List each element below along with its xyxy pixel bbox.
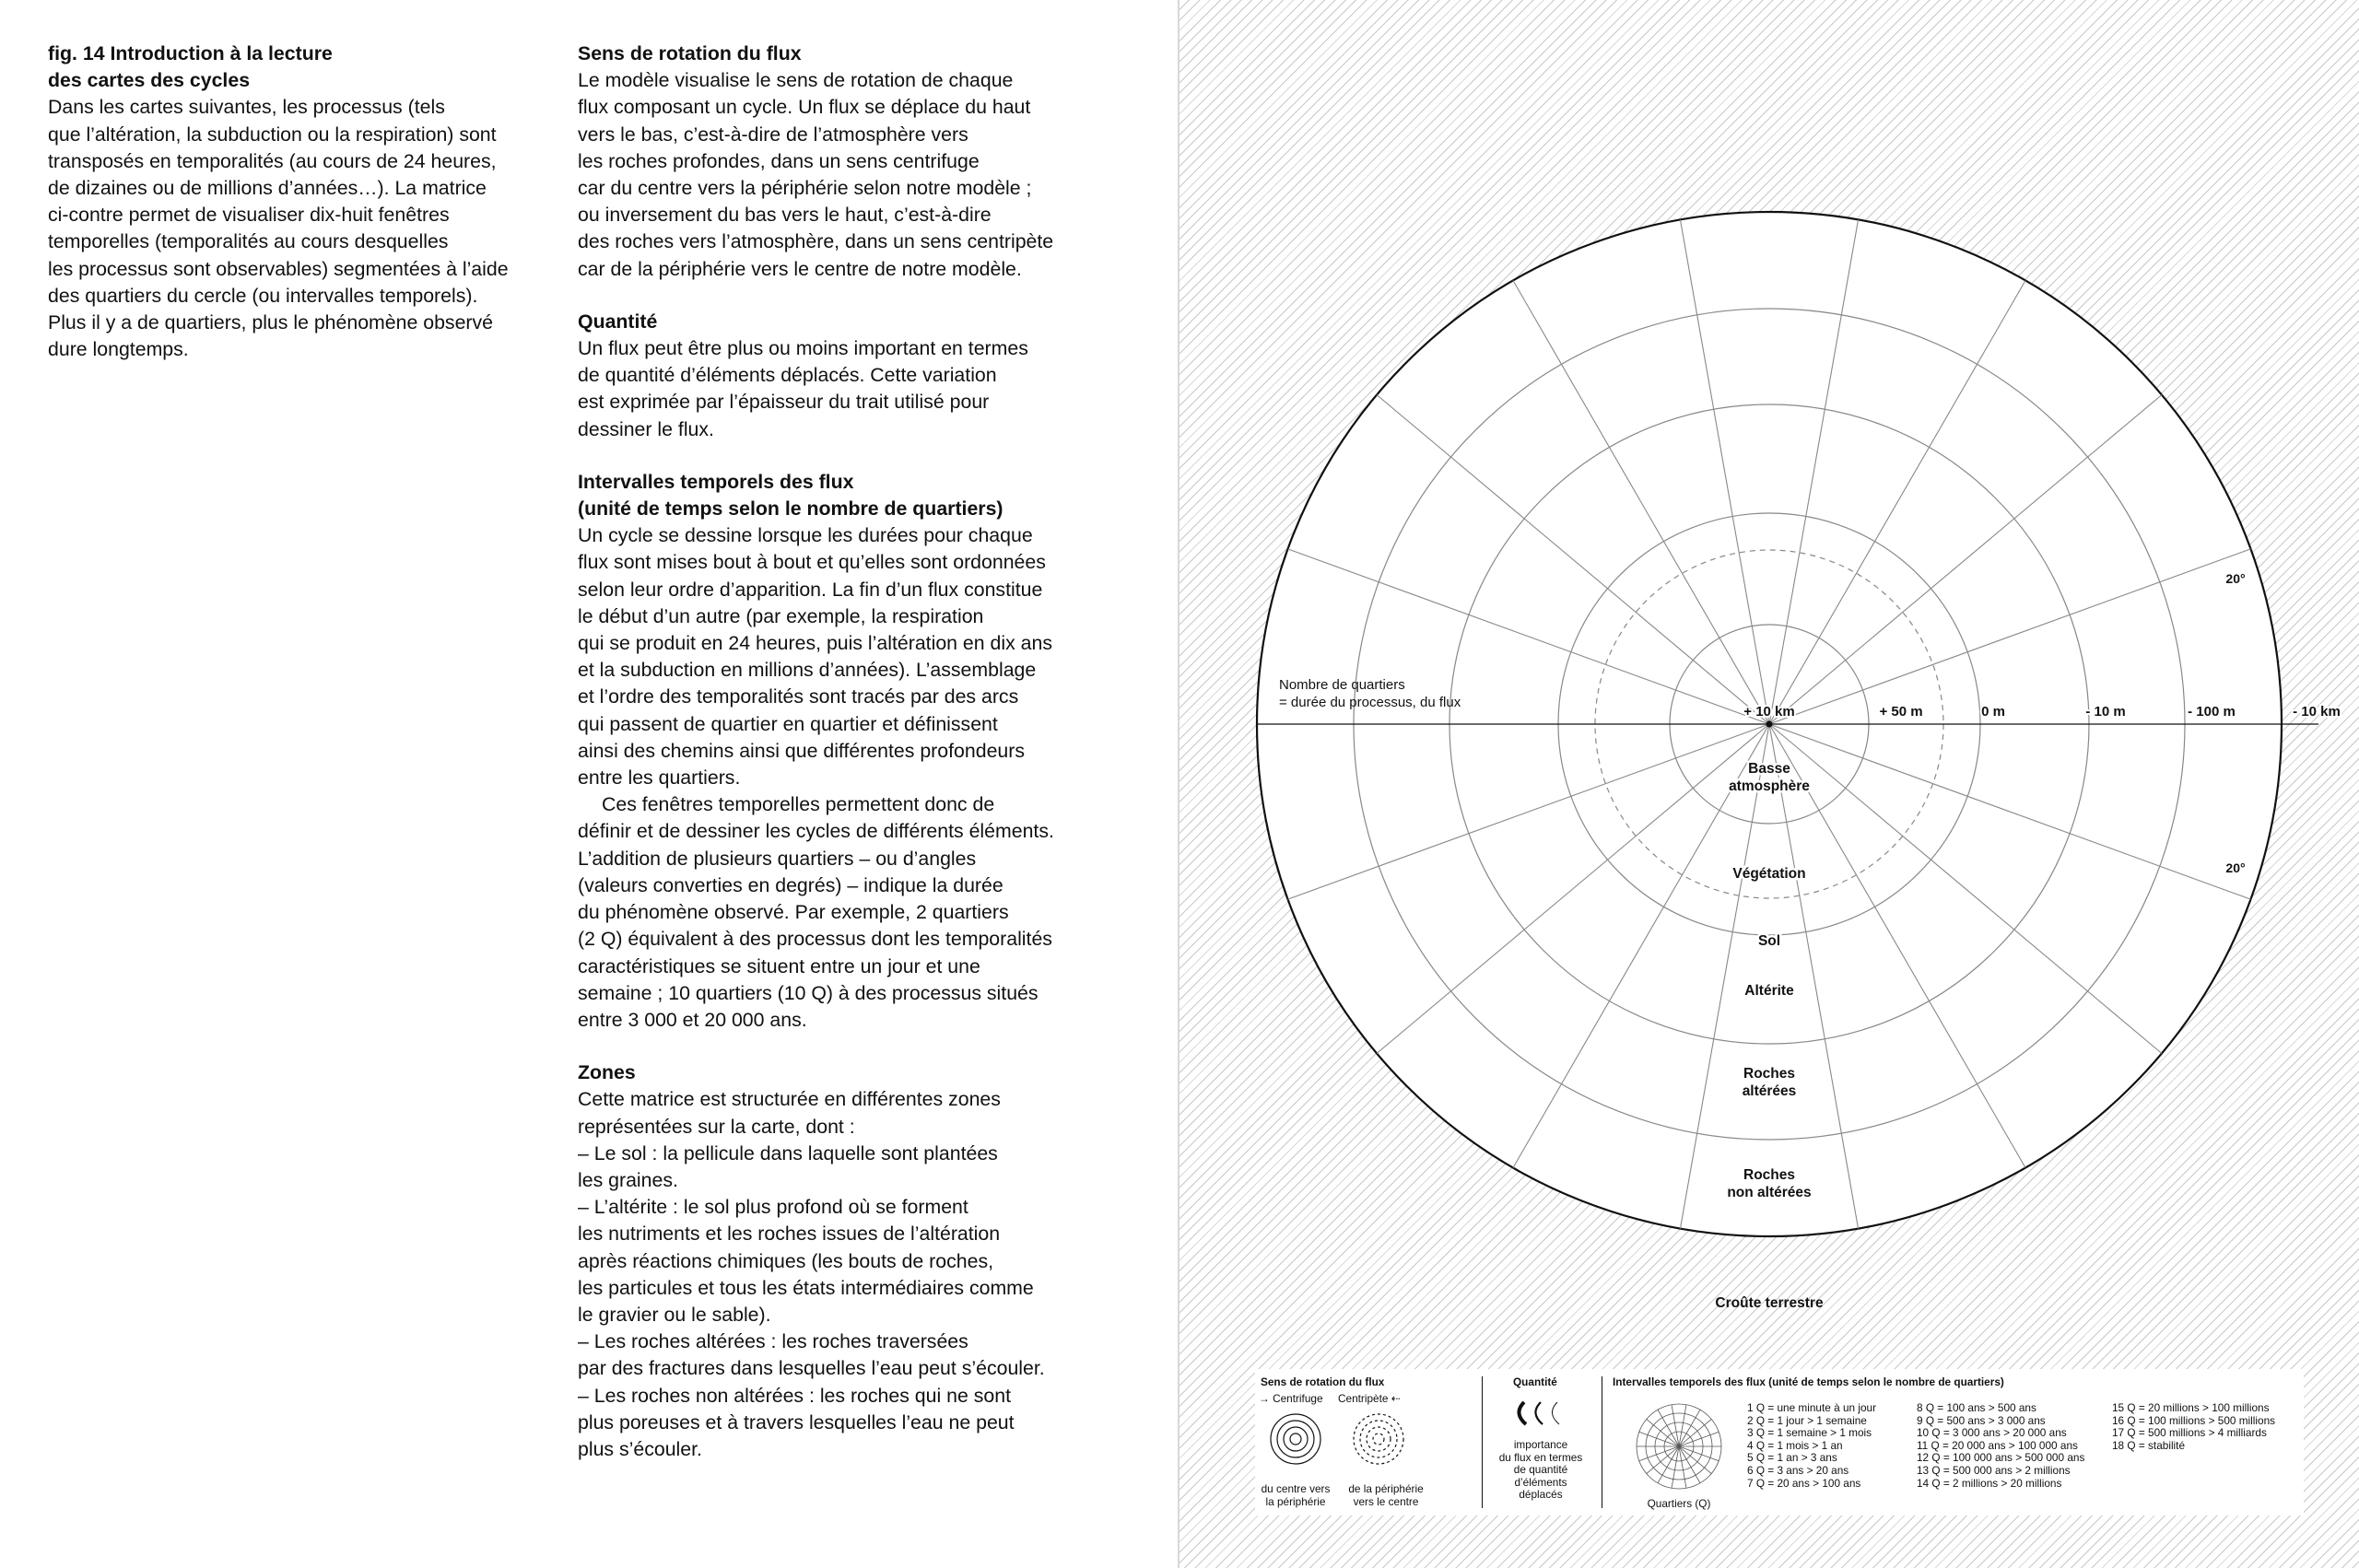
paragraph-line: plus s’écouler. xyxy=(578,1437,702,1460)
interval-list xyxy=(1747,1402,1876,1490)
paragraph-line: ou inversement du bas vers le haut, c’est-à-dire xyxy=(578,204,992,227)
zone-label: Altérite xyxy=(1744,983,1794,999)
paragraph-line: caractéristiques se situent entre un jour et une xyxy=(578,954,980,977)
paragraph-line: (2 Q) équivalent à des processus dont les temporalités xyxy=(578,928,1052,951)
paragraph-line: selon leur ordre d’apparition. La fin d’un flux constitue xyxy=(578,578,1043,601)
zone-label: Roches xyxy=(1743,1167,1795,1183)
paragraph-line: les nutriments et les roches issues de l’altération xyxy=(578,1223,1001,1246)
interval-item: 18 Q = stabilité xyxy=(2112,1438,2186,1452)
paragraph-line: flux sont mises bout à bout et qu’elles sont ordonnées xyxy=(578,551,1046,574)
quarters-wheel-icon xyxy=(1633,1400,1725,1492)
paragraph-line: semaine ; 10 quartiers (10 Q) à des processus situés xyxy=(578,981,1039,1004)
depth-scale-label: - 100 m xyxy=(2188,704,2236,720)
legend-quantity-title: Quantité xyxy=(1513,1375,1557,1388)
legend-quantity-desc xyxy=(1485,1439,1596,1502)
legend-centrifuge-label xyxy=(1259,1393,1342,1406)
paragraph-line: flux composant un cycle. Un flux se déplace du haut xyxy=(578,96,1031,119)
paragraph-line: des roches vers l’atmosphère, dans un sens centripète xyxy=(578,230,1054,253)
quantity-desc-line: du flux en termes xyxy=(1498,1450,1583,1464)
paragraph-line: de quantité d’éléments déplacés. Cette variation xyxy=(578,364,997,387)
figure-title-line: fig. 14 Introduction à la lecture xyxy=(48,42,333,64)
legend-centrifuge-desc xyxy=(1255,1483,1336,1508)
paragraph-line: est exprimée par l’épaisseur du trait utilisé pour xyxy=(578,391,990,414)
desc-line: la périphérie xyxy=(1265,1494,1326,1508)
paragraph-line: représentées sur la carte, dont : xyxy=(578,1115,855,1138)
centrifuge-text: Centrifuge xyxy=(1273,1392,1323,1405)
paragraph-line: ainsi des chemins ainsi que différentes profondeurs xyxy=(578,739,1025,762)
interval-list xyxy=(1917,1402,2084,1490)
paragraph-line: – Les roches altérées : les roches traversées xyxy=(578,1330,968,1353)
interval-item: 9 Q = 500 ans > 3 000 ans xyxy=(1917,1413,2046,1427)
depth-scale-label: - 10 km xyxy=(2293,704,2341,720)
paragraph-line: vers le bas, c’est-à-dire de l’atmosphère vers xyxy=(578,123,968,146)
paragraph-line: car du centre vers la périphérie selon notre modèle ; xyxy=(578,177,1032,200)
interval-list xyxy=(2112,1402,2275,1452)
legend-intervals-title: Intervalles temporels des flux (unité de temps selon le nombre de quartiers) xyxy=(1613,1375,2004,1388)
paragraph-line: du phénomène observé. Par exemple, 2 quartiers xyxy=(578,901,1009,924)
legend-centripete-label xyxy=(1338,1393,1430,1406)
centripete-text: Centripète xyxy=(1338,1392,1389,1405)
arrow-left-dashed-icon: ⇠ xyxy=(1388,1392,1401,1405)
zone-label: Basse xyxy=(1748,761,1790,777)
mini-sector-line xyxy=(1639,1446,1679,1461)
paragraph-line: L’addition de plusieurs quartiers – ou d’angles xyxy=(578,847,977,870)
crust-label: Croûte terrestre xyxy=(1715,1295,1824,1311)
zone-label: altérées xyxy=(1742,1083,1797,1099)
desc-line: du centre vers xyxy=(1261,1482,1331,1495)
interval-item: 6 Q = 3 ans > 20 ans xyxy=(1747,1463,1849,1477)
legend-box xyxy=(1255,1369,2304,1515)
desc-line: de la périphérie xyxy=(1348,1482,1424,1495)
paragraph-line: car de la périphérie vers le centre de notre modèle. xyxy=(578,257,1022,280)
paragraph-line: qui passent de quartier en quartier et définissent xyxy=(578,712,998,735)
interval-item: 12 Q = 100 000 ans > 500 000 ans xyxy=(1917,1451,2085,1465)
spiral-icons xyxy=(1268,1411,1425,1467)
paragraph-line: entre les quartiers. xyxy=(578,766,741,790)
paragraph-line: et la subduction en millions d’années). L’assemblage xyxy=(578,659,1037,682)
intro-line: des quartiers du cercle (ou intervalles temporels). xyxy=(48,284,478,307)
interval-item: 17 Q = 500 millions > 4 milliards xyxy=(2112,1426,2267,1440)
paragraph-line: Ces fenêtres temporelles permettent donc de xyxy=(602,793,995,816)
interval-item: 3 Q = 1 semaine > 1 mois xyxy=(1747,1426,1872,1440)
paragraph-line: – Le sol : la pellicule dans laquelle sont plantées xyxy=(578,1141,998,1164)
depth-scale-label: - 10 m xyxy=(2085,704,2126,720)
interval-item: 8 Q = 100 ans > 500 ans xyxy=(1917,1401,2036,1414)
interval-item: 4 Q = 1 mois > 1 an xyxy=(1747,1438,1843,1452)
paragraph-line: les particules et tous les états intermédiaires comme xyxy=(578,1276,1034,1299)
intro-line: Plus il y a de quartiers, plus le phénomène observé xyxy=(48,311,494,334)
paragraph-line: entre 3 000 et 20 000 ans. xyxy=(578,1008,807,1031)
interval-item: 11 Q = 20 000 ans > 100 000 ans xyxy=(1917,1438,2078,1452)
paragraph-line: (valeurs converties en degrés) – indique la durée xyxy=(578,873,1003,896)
zone-label: non altérées xyxy=(1727,1185,1812,1200)
interval-item: 15 Q = 20 millions > 100 millions xyxy=(2112,1401,2270,1414)
depth-scale-label: + 10 km xyxy=(1743,704,1795,720)
mini-sector-line xyxy=(1639,1432,1679,1446)
intro-line: ci-contre permet de visualiser dix-huit fenêtres xyxy=(48,204,450,227)
interval-item: 13 Q = 500 000 ans > 2 millions xyxy=(1917,1463,2071,1477)
paragraph-line: le début d’un autre (par exemple, la respiration xyxy=(578,604,984,627)
legend-quarters-label: Quartiers (Q) xyxy=(1647,1497,1711,1510)
paragraph-line: les roches profondes, dans un sens centrifuge xyxy=(578,149,980,172)
intro-line: dure longtemps. xyxy=(48,338,189,361)
paragraph-line: Un cycle se dessine lorsque les durées pour chaque xyxy=(578,524,1033,547)
quantity-desc-line: de quantité xyxy=(1513,1463,1568,1477)
mini-sector-line xyxy=(1679,1446,1719,1461)
paragraph-line: le gravier ou le sable). xyxy=(578,1303,771,1326)
paragraph-line: – L’altérite : le sol plus profond où se forment xyxy=(578,1196,968,1219)
paragraph-line: qui se produit en 24 heures, puis l’altération en dix ans xyxy=(578,632,1053,655)
interval-item: 2 Q = 1 jour > 1 semaine xyxy=(1747,1413,1867,1427)
interval-item: 10 Q = 3 000 ans > 20 000 ans xyxy=(1917,1426,2067,1440)
intro-line: transposés en temporalités (au cours de 24 heures, xyxy=(48,149,497,172)
section-heading-line: Intervalles temporels des flux xyxy=(578,470,854,493)
zone-label: Végétation xyxy=(1732,866,1806,882)
quantity-desc-line: importance xyxy=(1513,1438,1568,1451)
paragraph-line: après réactions chimiques (les bouts de roches, xyxy=(578,1249,994,1272)
legend-divider xyxy=(1482,1376,1483,1508)
paragraph-line: Un flux peut être plus ou moins important en termes xyxy=(578,337,1028,360)
centrifuge-spiral-icon xyxy=(1271,1414,1320,1464)
interval-item: 14 Q = 2 millions > 20 millions xyxy=(1917,1476,2062,1490)
legend-rotation-title: Sens de rotation du flux xyxy=(1261,1375,1385,1388)
section-heading-line: Quantité xyxy=(578,310,658,333)
intro-line: Dans les cartes suivantes, les processus (tels xyxy=(48,96,445,119)
zone-label: atmosphère xyxy=(1729,778,1810,794)
intro-line: que l’altération, la subduction ou la respiration) sont xyxy=(48,123,497,146)
quantity-strokes-icon xyxy=(1511,1398,1576,1430)
interval-item: 16 Q = 100 millions > 500 millions xyxy=(2112,1413,2276,1427)
figure-title-line: des cartes des cycles xyxy=(48,69,251,92)
paragraph-line: définir et de dessiner les cycles de différents éléments. xyxy=(578,820,1054,843)
desc-line: vers le centre xyxy=(1353,1494,1419,1508)
quarters-note-line: = durée du processus, du flux xyxy=(1279,695,1461,710)
section-heading-line: Zones xyxy=(578,1061,636,1084)
paragraph-line: les graines. xyxy=(578,1168,678,1191)
angle-label: 20° xyxy=(2225,571,2246,586)
arrow-right-icon: → xyxy=(1259,1392,1273,1405)
section-heading-line: Sens de rotation du flux xyxy=(578,42,802,64)
interval-item: 7 Q = 20 ans > 100 ans xyxy=(1747,1476,1861,1490)
paragraph-line: par des fractures dans lesquelles l’eau peut s’écouler. xyxy=(578,1357,1045,1380)
legend-centripete-desc xyxy=(1340,1483,1432,1508)
depth-scale-label: + 50 m xyxy=(1879,704,1923,720)
intro-line: temporelles (temporalités au cours desquelles xyxy=(48,230,449,253)
zone-label: Roches xyxy=(1743,1066,1795,1082)
depth-scale-label: 0 m xyxy=(1981,704,2005,720)
interval-item: 1 Q = une minute à un jour xyxy=(1747,1401,1877,1414)
angle-label: 20° xyxy=(2225,860,2246,875)
paragraph-line: Le modèle visualise le sens de rotation de chaque xyxy=(578,69,1014,92)
paragraph-line: – Les roches non altérées : les roches qui ne sont xyxy=(578,1384,1011,1407)
section-heading-line: (unité de temps selon le nombre de quartiers) xyxy=(578,497,1003,521)
quantity-desc-line: déplacés xyxy=(1519,1488,1563,1502)
paragraph-line: dessiner le flux. xyxy=(578,417,714,440)
zone-label: Sol xyxy=(1757,933,1781,949)
quarters-note-line: Nombre de quartiers xyxy=(1279,677,1405,693)
mini-sector-line xyxy=(1679,1432,1719,1446)
paragraph-line: plus poreuses et à travers lesquelles l’eau ne peut xyxy=(578,1410,1015,1433)
intro-line: de dizaines ou de millions d’années…). La matrice xyxy=(48,177,487,200)
centripete-spiral-icon xyxy=(1354,1414,1403,1464)
paragraph-line: et l’ordre des temporalités sont tracés par des arcs xyxy=(578,685,1019,708)
quantity-desc-line: d’éléments xyxy=(1514,1475,1567,1489)
intro-line: les processus sont observables) segmentées à l’aide xyxy=(48,257,509,280)
paragraph-line: Cette matrice est structurée en différentes zones xyxy=(578,1088,1001,1111)
interval-item: 5 Q = 1 an > 3 ans xyxy=(1747,1451,1837,1465)
